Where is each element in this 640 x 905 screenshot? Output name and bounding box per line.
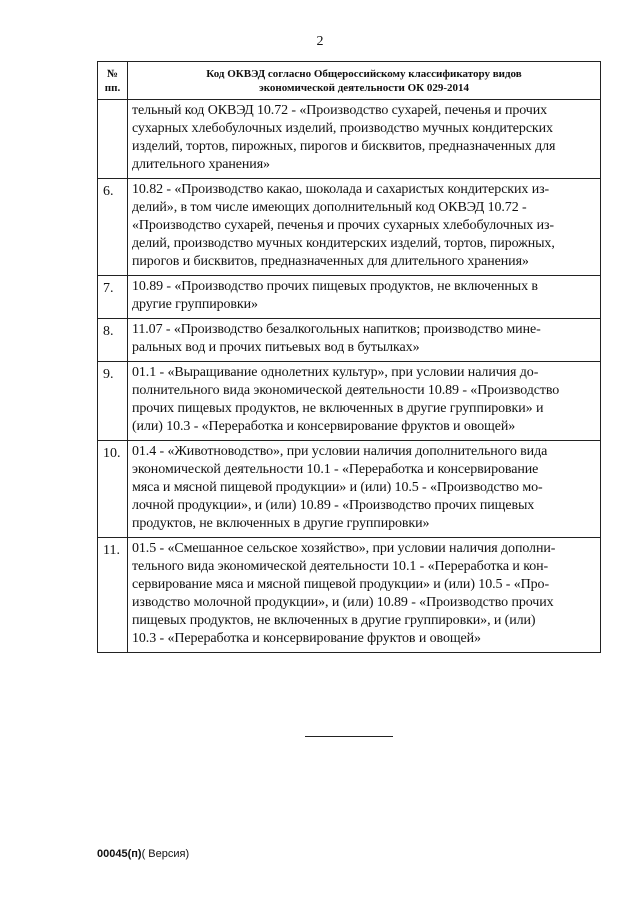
description-line: (или) 10.3 - «Переработка и консервирование фруктов и овощей» (132, 419, 516, 434)
description-line: сухарных хлебобулочных изделий, производство мучных кондитерских (132, 121, 553, 136)
row-number: 7. (98, 276, 128, 319)
table-row (98, 362, 601, 441)
row-activity-description (128, 441, 601, 538)
table-row (98, 179, 601, 276)
description-line: «Производство сухарей, печенья и прочих сухарных хлебобулочных из- (132, 218, 554, 233)
header-code-label: Код ОКВЭД согласно Общероссийскому классификатору видов экономической деятельности ОК 029-2014 (206, 67, 522, 94)
description-line: пищевых продуктов, не включенных в другие группировки», и (или) (132, 613, 536, 628)
description-line: экономической деятельности 10.1 - «Переработка и консервирование (132, 462, 539, 477)
description-line: 10.82 - «Производство какао, шоколада и сахаристых кондитерских из- (132, 182, 550, 197)
description-line: изводство молочной продукции», и (или) 10.89 - «Производство прочих (132, 595, 554, 610)
description-line: ральных вод и прочих питьевых вод в бутылках» (132, 340, 420, 355)
description-line: полнительного вида экономической деятельности 10.89 - «Производство (132, 383, 560, 398)
table-row (98, 538, 601, 653)
description-line: 10.89 - «Производство прочих пищевых продуктов, не включенных в (132, 279, 538, 294)
row-activity-description (128, 362, 601, 441)
description-line: лочной продукции», и (или) 10.89 - «Производство прочих пищевых (132, 498, 535, 513)
closing-divider-line (305, 736, 393, 737)
description-line: пирогов и бисквитов, предназначенных для длительного хранения» (132, 254, 529, 269)
description-line: делий», в том числе имеющих дополнительный код ОКВЭД 10.72 - (132, 200, 527, 215)
description-line: прочих пищевых продуктов, не включенных в другие группировки» и (132, 401, 544, 416)
header-number-label: № пп. (104, 67, 121, 94)
description-line: 01.4 - «Животноводство», при условии наличия дополнительного вида (132, 444, 548, 459)
footer-version: ( Версия) (141, 848, 190, 860)
description-line: сервирование мяса и мясной пищевой продукции» и (или) 10.5 - «Про- (132, 577, 550, 592)
table-row (98, 441, 601, 538)
row-activity-description (128, 538, 601, 653)
description-line: продуктов, не включенных в другие группировки» (132, 516, 430, 531)
description-line: тельный код ОКВЭД 10.72 - «Производство сухарей, печенья и прочих (132, 103, 548, 118)
row-number: 9. (98, 362, 128, 441)
table-row (98, 276, 601, 319)
row-number: 11. (98, 538, 128, 653)
description-line: делий, производство мучных кондитерских изделий, тортов, пирожных, (132, 236, 555, 251)
row-activity-description (128, 319, 601, 362)
header-code-column (128, 62, 601, 100)
description-line: мяса и мясной пищевой продукции» и (или) 10.5 - «Производство мо- (132, 480, 543, 495)
row-number: 6. (98, 179, 128, 276)
description-line: другие группировки» (132, 297, 258, 312)
footer-code: 00045(п) (97, 848, 142, 860)
description-line: 01.1 - «Выращивание однолетних культур», при условии наличия до- (132, 365, 539, 380)
description-line: тельного вида экономической деятельности 10.1 - «Переработка и кон- (132, 559, 549, 574)
row-number: 8. (98, 319, 128, 362)
table-row (98, 319, 601, 362)
footer-document-code (97, 848, 189, 860)
description-line: изделий, тортов, пирожных, пирогов и бисквитов, предназначенных для (132, 139, 556, 154)
description-line: длительного хранения» (132, 157, 270, 172)
okved-table (97, 61, 601, 653)
table-row (98, 100, 601, 179)
row-activity-description (128, 100, 601, 179)
table-body (98, 100, 601, 653)
row-number: 10. (98, 441, 128, 538)
description-line: 11.07 - «Производство безалкогольных напитков; производство мине- (132, 322, 541, 337)
row-activity-description (128, 179, 601, 276)
page-number: 2 (316, 34, 324, 49)
table-header-row (98, 62, 601, 100)
header-number-column (98, 62, 128, 100)
description-line: 10.3 - «Переработка и консервирование фруктов и овощей» (132, 631, 481, 646)
description-line: 01.5 - «Смешанное сельское хозяйство», при условии наличия дополни- (132, 541, 556, 556)
row-number (98, 100, 128, 179)
row-activity-description (128, 276, 601, 319)
